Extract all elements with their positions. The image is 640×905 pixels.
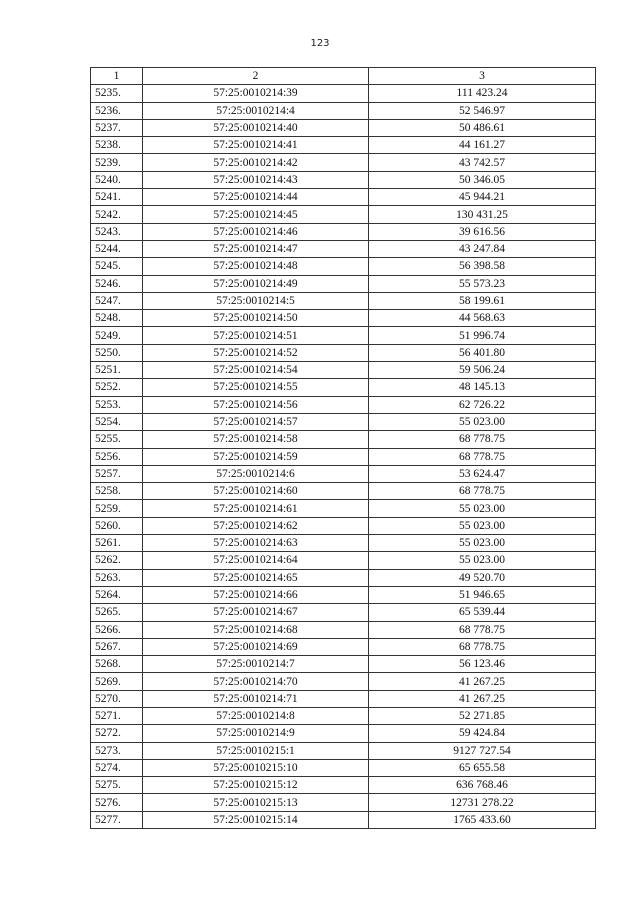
value-cell: 52 546.97: [369, 102, 596, 119]
cadastral-number-cell: 57:25:0010214:60: [143, 483, 369, 500]
value-cell: 12731 278.22: [369, 794, 596, 811]
cadastral-number-cell: 57:25:0010214:49: [143, 275, 369, 292]
value-cell: 68 778.75: [369, 638, 596, 655]
row-number-cell: 5241.: [91, 189, 143, 206]
row-number-cell: 5262.: [91, 552, 143, 569]
row-number-cell: 5245.: [91, 258, 143, 275]
value-cell: 56 123.46: [369, 656, 596, 673]
column-header-3: 3: [369, 68, 596, 85]
cadastral-number-cell: 57:25:0010214:55: [143, 379, 369, 396]
table-row: [91, 742, 596, 759]
table-row: [91, 292, 596, 309]
table-header-row: [91, 68, 596, 85]
value-cell: 43 742.57: [369, 154, 596, 171]
row-number-cell: 5249.: [91, 327, 143, 344]
table-row: [91, 638, 596, 655]
column-header-1: 1: [91, 68, 143, 85]
value-cell: 1765 433.60: [369, 811, 596, 828]
table-row: [91, 811, 596, 828]
cadastral-number-cell: 57:25:0010214:66: [143, 586, 369, 603]
cadastral-number-cell: 57:25:0010214:52: [143, 344, 369, 361]
cadastral-number-cell: 57:25:0010214:6: [143, 465, 369, 482]
value-cell: 68 778.75: [369, 483, 596, 500]
value-cell: 50 346.05: [369, 171, 596, 188]
cadastral-number-cell: 57:25:0010214:47: [143, 240, 369, 257]
cadastral-number-cell: 57:25:0010214:62: [143, 517, 369, 534]
cadastral-number-cell: 57:25:0010214:41: [143, 137, 369, 154]
table-row: [91, 396, 596, 413]
table-row: [91, 569, 596, 586]
row-number-cell: 5248.: [91, 310, 143, 327]
row-number-cell: 5244.: [91, 240, 143, 257]
row-number-cell: 5237.: [91, 119, 143, 136]
row-number-cell: 5251.: [91, 362, 143, 379]
value-cell: 45 944.21: [369, 189, 596, 206]
cadastral-number-cell: 57:25:0010214:68: [143, 621, 369, 638]
table-row: [91, 310, 596, 327]
table-row: [91, 119, 596, 136]
table-row: [91, 223, 596, 240]
cadastral-number-cell: 57:25:0010214:4: [143, 102, 369, 119]
page-number: 123: [310, 38, 330, 49]
cadastral-number-cell: 57:25:0010214:46: [143, 223, 369, 240]
row-number-cell: 5235.: [91, 85, 143, 102]
value-cell: 51 996.74: [369, 327, 596, 344]
row-number-cell: 5236.: [91, 102, 143, 119]
table-row: [91, 535, 596, 552]
table-row: [91, 673, 596, 690]
cadastral-number-cell: 57:25:0010214:70: [143, 673, 369, 690]
value-cell: 49 520.70: [369, 569, 596, 586]
row-number-cell: 5264.: [91, 586, 143, 603]
cadastral-number-cell: 57:25:0010214:43: [143, 171, 369, 188]
value-cell: 50 486.61: [369, 119, 596, 136]
cadastral-number-cell: 57:25:0010214:67: [143, 604, 369, 621]
table-row: [91, 154, 596, 171]
table-row: [91, 500, 596, 517]
row-number-cell: 5258.: [91, 483, 143, 500]
cadastral-number-cell: 57:25:0010214:5: [143, 292, 369, 309]
value-cell: 52 271.85: [369, 707, 596, 724]
table-row: [91, 85, 596, 102]
column-header-2: 2: [143, 68, 369, 85]
row-number-cell: 5259.: [91, 500, 143, 517]
table-row: [91, 707, 596, 724]
cadastral-number-cell: 57:25:0010214:8: [143, 707, 369, 724]
table-row: [91, 656, 596, 673]
table-row: [91, 240, 596, 257]
table-row: [91, 362, 596, 379]
row-number-cell: 5254.: [91, 413, 143, 430]
cadastral-number-cell: 57:25:0010214:69: [143, 638, 369, 655]
row-number-cell: 5240.: [91, 171, 143, 188]
table-row: [91, 777, 596, 794]
cadastral-number-cell: 57:25:0010215:13: [143, 794, 369, 811]
table-row: [91, 258, 596, 275]
value-cell: 39 616.56: [369, 223, 596, 240]
cadastral-number-cell: 57:25:0010215:1: [143, 742, 369, 759]
table-row: [91, 275, 596, 292]
cadastral-number-cell: 57:25:0010214:58: [143, 431, 369, 448]
table-row: [91, 379, 596, 396]
cadastral-number-cell: 57:25:0010214:45: [143, 206, 369, 223]
value-cell: 51 946.65: [369, 586, 596, 603]
row-number-cell: 5250.: [91, 344, 143, 361]
value-cell: 55 023.00: [369, 500, 596, 517]
table-row: [91, 171, 596, 188]
value-cell: 58 199.61: [369, 292, 596, 309]
row-number-cell: 5267.: [91, 638, 143, 655]
value-cell: 48 145.13: [369, 379, 596, 396]
value-cell: 636 768.46: [369, 777, 596, 794]
row-number-cell: 5256.: [91, 448, 143, 465]
row-number-cell: 5277.: [91, 811, 143, 828]
value-cell: 68 778.75: [369, 621, 596, 638]
value-cell: 53 624.47: [369, 465, 596, 482]
cadastral-number-cell: 57:25:0010215:10: [143, 759, 369, 776]
row-number-cell: 5276.: [91, 794, 143, 811]
cadastral-number-cell: 57:25:0010214:7: [143, 656, 369, 673]
row-number-cell: 5242.: [91, 206, 143, 223]
table-row: [91, 759, 596, 776]
table-row: [91, 137, 596, 154]
row-number-cell: 5266.: [91, 621, 143, 638]
row-number-cell: 5272.: [91, 725, 143, 742]
cadastral-number-cell: 57:25:0010214:39: [143, 85, 369, 102]
row-number-cell: 5275.: [91, 777, 143, 794]
cadastral-number-cell: 57:25:0010214:59: [143, 448, 369, 465]
table-body: [91, 85, 596, 829]
value-cell: 44 568.63: [369, 310, 596, 327]
row-number-cell: 5268.: [91, 656, 143, 673]
table-row: [91, 621, 596, 638]
row-number-cell: 5247.: [91, 292, 143, 309]
cadastral-number-cell: 57:25:0010214:64: [143, 552, 369, 569]
table-row: [91, 206, 596, 223]
value-cell: 68 778.75: [369, 448, 596, 465]
table-row: [91, 413, 596, 430]
row-number-cell: 5252.: [91, 379, 143, 396]
table-row: [91, 690, 596, 707]
value-cell: 44 161.27: [369, 137, 596, 154]
value-cell: 41 267.25: [369, 690, 596, 707]
value-cell: 55 573.23: [369, 275, 596, 292]
row-number-cell: 5269.: [91, 673, 143, 690]
table-row: [91, 189, 596, 206]
value-cell: 59 424.84: [369, 725, 596, 742]
table-row: [91, 431, 596, 448]
row-number-cell: 5265.: [91, 604, 143, 621]
table-row: [91, 604, 596, 621]
value-cell: 56 401.80: [369, 344, 596, 361]
cadastral-number-cell: 57:25:0010214:61: [143, 500, 369, 517]
cadastral-number-cell: 57:25:0010214:51: [143, 327, 369, 344]
row-number-cell: 5255.: [91, 431, 143, 448]
data-table: [90, 67, 596, 829]
value-cell: 55 023.00: [369, 413, 596, 430]
row-number-cell: 5261.: [91, 535, 143, 552]
cadastral-number-cell: 57:25:0010214:56: [143, 396, 369, 413]
row-number-cell: 5257.: [91, 465, 143, 482]
value-cell: 43 247.84: [369, 240, 596, 257]
cadastral-number-cell: 57:25:0010214:50: [143, 310, 369, 327]
value-cell: 55 023.00: [369, 535, 596, 552]
row-number-cell: 5243.: [91, 223, 143, 240]
value-cell: 130 431.25: [369, 206, 596, 223]
row-number-cell: 5271.: [91, 707, 143, 724]
table-row: [91, 794, 596, 811]
value-cell: 59 506.24: [369, 362, 596, 379]
table-row: [91, 102, 596, 119]
row-number-cell: 5274.: [91, 759, 143, 776]
cadastral-number-cell: 57:25:0010215:12: [143, 777, 369, 794]
table-row: [91, 327, 596, 344]
value-cell: 68 778.75: [369, 431, 596, 448]
value-cell: 62 726.22: [369, 396, 596, 413]
value-cell: 65 539.44: [369, 604, 596, 621]
row-number-cell: 5238.: [91, 137, 143, 154]
row-number-cell: 5253.: [91, 396, 143, 413]
cadastral-number-cell: 57:25:0010215:14: [143, 811, 369, 828]
cadastral-number-cell: 57:25:0010214:9: [143, 725, 369, 742]
row-number-cell: 5239.: [91, 154, 143, 171]
row-number-cell: 5246.: [91, 275, 143, 292]
cadastral-number-cell: 57:25:0010214:57: [143, 413, 369, 430]
cadastral-number-cell: 57:25:0010214:40: [143, 119, 369, 136]
cadastral-number-cell: 57:25:0010214:63: [143, 535, 369, 552]
cadastral-number-cell: 57:25:0010214:65: [143, 569, 369, 586]
table-row: [91, 517, 596, 534]
row-number-cell: 5260.: [91, 517, 143, 534]
value-cell: 65 655.58: [369, 759, 596, 776]
table-row: [91, 552, 596, 569]
cadastral-number-cell: 57:25:0010214:48: [143, 258, 369, 275]
value-cell: 41 267.25: [369, 673, 596, 690]
table-row: [91, 483, 596, 500]
table-row: [91, 465, 596, 482]
value-cell: 55 023.00: [369, 517, 596, 534]
value-cell: 55 023.00: [369, 552, 596, 569]
table-row: [91, 448, 596, 465]
cadastral-number-cell: 57:25:0010214:42: [143, 154, 369, 171]
value-cell: 56 398.58: [369, 258, 596, 275]
value-cell: 111 423.24: [369, 85, 596, 102]
table-row: [91, 586, 596, 603]
row-number-cell: 5263.: [91, 569, 143, 586]
table-row: [91, 725, 596, 742]
row-number-cell: 5273.: [91, 742, 143, 759]
cadastral-number-cell: 57:25:0010214:71: [143, 690, 369, 707]
table-row: [91, 344, 596, 361]
cadastral-number-cell: 57:25:0010214:54: [143, 362, 369, 379]
cadastral-number-cell: 57:25:0010214:44: [143, 189, 369, 206]
value-cell: 9127 727.54: [369, 742, 596, 759]
row-number-cell: 5270.: [91, 690, 143, 707]
